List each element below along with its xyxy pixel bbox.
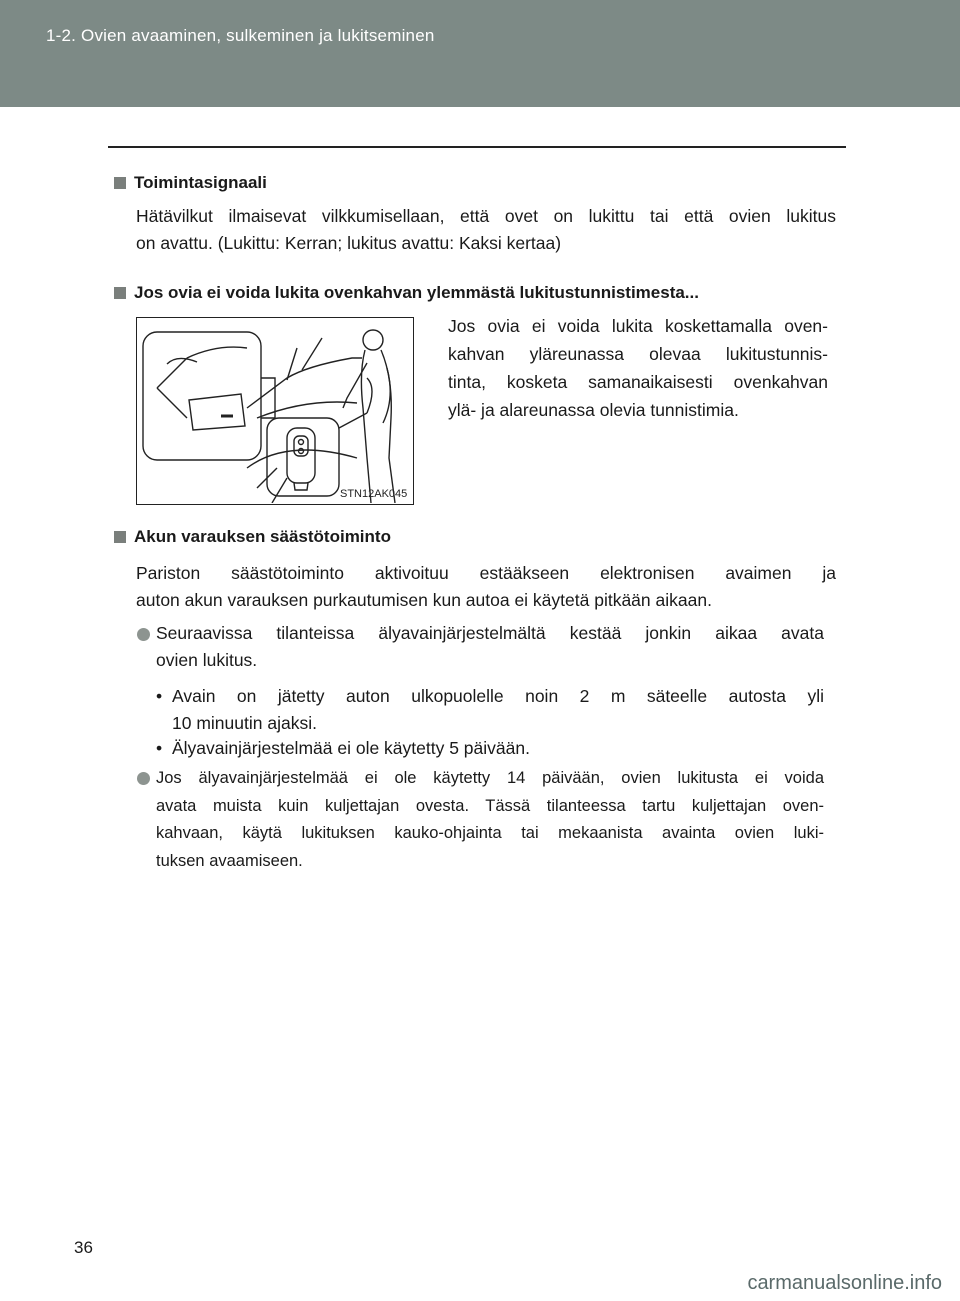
header-title: 1-2. Ovien avaaminen, sulkeminen ja lukitseminen	[46, 26, 435, 45]
heading-text: Akun varauksen säästötoiminto	[134, 527, 391, 546]
text-line: ylä- ja alareunassa olevia tunnistimia.	[448, 400, 739, 420]
door-handle-drawing	[137, 318, 412, 503]
heading-text: Jos ovia ei voida lukita ovenkahvan ylemmästä lukitustunnistimesta...	[134, 283, 699, 302]
text-line: ovien lukitus.	[156, 650, 258, 670]
circle-bullet-icon	[137, 628, 150, 641]
text-line: Jos ovia ei voida lukita koskettamalla oven-	[448, 316, 828, 336]
text-line: Avain on jätetty auton ulkopuolelle noin 2 m säteelle autosta yli	[172, 686, 824, 706]
square-bullet-icon	[114, 531, 126, 543]
section3-paragraph	[136, 560, 836, 614]
page-number: 36	[74, 1238, 93, 1257]
section-heading-toimintasignaali	[114, 173, 267, 193]
top-rule	[108, 146, 846, 148]
text-line: auton akun varauksen purkautumisen kun autoa ei käytetä pitkään aikaan.	[136, 590, 712, 610]
text-line: avata muista kuin kuljettajan ovesta. Tässä tilanteessa tartu kuljettajan oven-	[156, 796, 824, 815]
section-heading-lock-sensor	[114, 283, 699, 303]
watermark: carmanualsonline.info	[747, 1272, 942, 1294]
text-line: Seuraavissa tilanteissa älyavainjärjestelmältä kestää jonkin aikaa avata	[156, 623, 824, 643]
heading-text: Toimintasignaali	[134, 173, 267, 192]
subbullet-marker: •	[156, 738, 163, 758]
text-line: tinta, kosketa samanaikaisesti ovenkahvan	[448, 372, 828, 392]
subbullet-marker: •	[156, 686, 163, 706]
text-line: tuksen avaamiseen.	[156, 851, 303, 870]
subbullet2-text	[172, 735, 824, 762]
text-line: Älyavainjärjestelmää ei ole käytetty 5 päivään.	[172, 738, 530, 758]
section1-paragraph	[136, 203, 836, 257]
door-handle-illustration	[136, 317, 414, 505]
section2-paragraph	[448, 312, 828, 424]
subbullet1-text	[172, 683, 824, 737]
text-line: kahvan yläreunassa olevaa lukitustunnis-	[448, 344, 828, 364]
bullet2-text	[156, 765, 824, 875]
text-line: Hätävilkut ilmaisevat vilkkumisellaan, että ovet on lukittu tai että ovien lukitus	[136, 206, 836, 226]
text-line: Pariston säästötoiminto aktivoituu estääkseen elektronisen avaimen ja	[136, 563, 836, 583]
text-line: Jos älyavainjärjestelmää ei ole käytetty 14 päivään, ovien lukitusta ei voida	[156, 769, 824, 787]
square-bullet-icon	[114, 177, 126, 189]
circle-bullet-icon	[137, 772, 150, 785]
square-bullet-icon	[114, 287, 126, 299]
text-line: 10 minuutin ajaksi.	[172, 713, 317, 733]
section-heading-battery-saver	[114, 527, 391, 547]
text-line: kahvaan, käytä lukituksen kauko-ohjainta tai mekaanista avainta ovien luki-	[156, 824, 824, 842]
figure-code: STN12AK045	[340, 488, 408, 500]
text-line: on avattu. (Lukittu: Kerran; lukitus avattu: Kaksi kertaa)	[136, 233, 562, 253]
bullet1-text	[156, 620, 824, 674]
page-header	[0, 0, 960, 107]
